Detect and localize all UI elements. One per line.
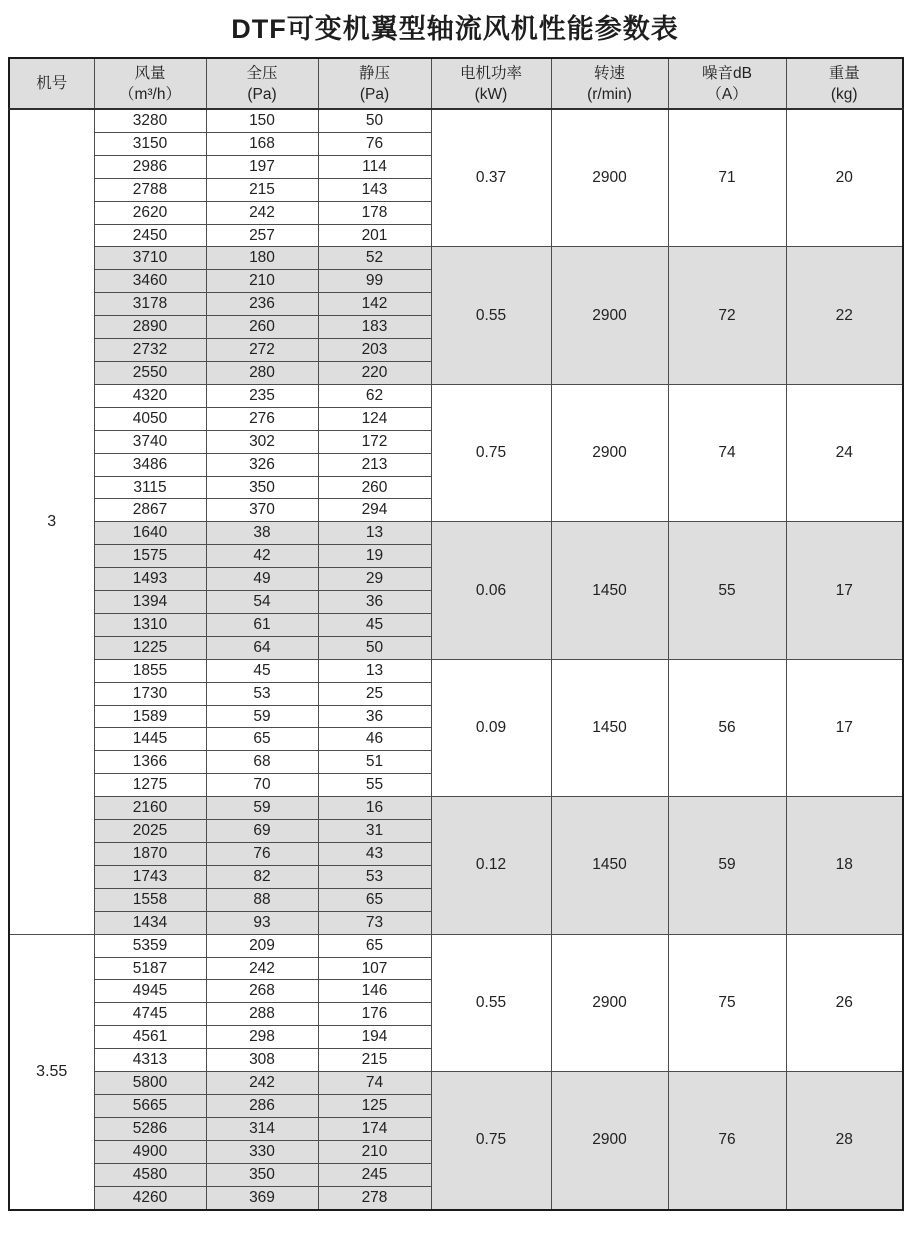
airflow-cell: 3150	[94, 132, 206, 155]
airflow-cell: 2160	[94, 797, 206, 820]
total-pressure-cell: 308	[206, 1049, 318, 1072]
speed-cell: 2900	[551, 247, 668, 384]
table-row	[9, 247, 903, 270]
table-row	[9, 109, 903, 132]
total-pressure-cell: 298	[206, 1026, 318, 1049]
total-pressure-cell: 70	[206, 774, 318, 797]
page-title: DTF可变机翼型轴流风机性能参数表	[231, 14, 679, 44]
airflow-cell: 4260	[94, 1186, 206, 1209]
static-pressure-cell: 220	[318, 361, 431, 384]
static-pressure-cell: 194	[318, 1026, 431, 1049]
col-header-speed	[551, 58, 668, 109]
weight-cell: 17	[786, 522, 903, 659]
total-pressure-cell: 61	[206, 613, 318, 636]
static-pressure-cell: 76	[318, 132, 431, 155]
col-header-label: 全压	[246, 64, 278, 82]
table-row	[9, 522, 903, 545]
total-pressure-cell: 272	[206, 339, 318, 362]
airflow-cell: 4313	[94, 1049, 206, 1072]
weight-cell: 20	[786, 109, 903, 247]
airflow-cell: 1225	[94, 636, 206, 659]
total-pressure-cell: 209	[206, 934, 318, 957]
airflow-cell: 2620	[94, 201, 206, 224]
static-pressure-cell: 50	[318, 109, 431, 132]
airflow-cell: 5800	[94, 1072, 206, 1095]
total-pressure-cell: 302	[206, 430, 318, 453]
weight-cell: 17	[786, 659, 903, 796]
airflow-cell: 1558	[94, 888, 206, 911]
col-header-weight	[786, 58, 903, 109]
col-header-static-pressure	[318, 58, 431, 109]
total-pressure-cell: 280	[206, 361, 318, 384]
airflow-cell: 3710	[94, 247, 206, 270]
total-pressure-cell: 242	[206, 1072, 318, 1095]
static-pressure-cell: 278	[318, 1186, 431, 1209]
noise-cell: 74	[668, 384, 786, 521]
table-body	[9, 109, 903, 1210]
airflow-cell: 4580	[94, 1163, 206, 1186]
static-pressure-cell: 53	[318, 865, 431, 888]
motor-power-cell: 0.75	[431, 1072, 551, 1210]
airflow-cell: 2550	[94, 361, 206, 384]
total-pressure-cell: 59	[206, 705, 318, 728]
airflow-cell: 4945	[94, 980, 206, 1003]
total-pressure-cell: 236	[206, 293, 318, 316]
weight-cell: 28	[786, 1072, 903, 1210]
total-pressure-cell: 65	[206, 728, 318, 751]
motor-power-cell: 0.06	[431, 522, 551, 659]
airflow-cell: 4745	[94, 1003, 206, 1026]
col-header-unit: （m³/h）	[118, 85, 181, 103]
col-header-unit: (r/min)	[587, 85, 632, 103]
total-pressure-cell: 42	[206, 545, 318, 568]
static-pressure-cell: 13	[318, 522, 431, 545]
airflow-cell: 4561	[94, 1026, 206, 1049]
col-header-unit: (kg)	[830, 85, 858, 103]
total-pressure-cell: 45	[206, 659, 318, 682]
col-header-label: 电机功率	[459, 64, 522, 82]
col-header-unit: （A）	[706, 85, 748, 103]
weight-cell: 26	[786, 934, 903, 1071]
total-pressure-cell: 276	[206, 407, 318, 430]
airflow-cell: 4050	[94, 407, 206, 430]
total-pressure-cell: 242	[206, 201, 318, 224]
static-pressure-cell: 55	[318, 774, 431, 797]
col-header-label: 转速	[593, 64, 625, 82]
airflow-cell: 1434	[94, 911, 206, 934]
total-pressure-cell: 242	[206, 957, 318, 980]
total-pressure-cell: 53	[206, 682, 318, 705]
static-pressure-cell: 25	[318, 682, 431, 705]
speed-cell: 1450	[551, 659, 668, 796]
total-pressure-cell: 370	[206, 499, 318, 522]
machine-no-cell: 3.55	[9, 934, 94, 1209]
airflow-cell: 3280	[94, 109, 206, 132]
static-pressure-cell: 183	[318, 316, 431, 339]
static-pressure-cell: 172	[318, 430, 431, 453]
static-pressure-cell: 45	[318, 613, 431, 636]
airflow-cell: 1743	[94, 865, 206, 888]
total-pressure-cell: 88	[206, 888, 318, 911]
weight-cell: 24	[786, 384, 903, 521]
motor-power-cell: 0.37	[431, 109, 551, 247]
airflow-cell: 3178	[94, 293, 206, 316]
motor-power-cell: 0.09	[431, 659, 551, 796]
airflow-cell: 4900	[94, 1140, 206, 1163]
col-header-unit: (Pa)	[247, 85, 277, 103]
col-header-total-pressure	[206, 58, 318, 109]
speed-cell: 2900	[551, 934, 668, 1071]
speed-cell: 2900	[551, 384, 668, 521]
total-pressure-cell: 350	[206, 476, 318, 499]
total-pressure-cell: 93	[206, 911, 318, 934]
total-pressure-cell: 350	[206, 1163, 318, 1186]
header-row	[9, 58, 903, 109]
static-pressure-cell: 19	[318, 545, 431, 568]
total-pressure-cell: 210	[206, 270, 318, 293]
table-row	[9, 934, 903, 957]
noise-cell: 55	[668, 522, 786, 659]
airflow-cell: 3115	[94, 476, 206, 499]
static-pressure-cell: 107	[318, 957, 431, 980]
total-pressure-cell: 82	[206, 865, 318, 888]
airflow-cell: 1366	[94, 751, 206, 774]
static-pressure-cell: 203	[318, 339, 431, 362]
airflow-cell: 4320	[94, 384, 206, 407]
speed-cell: 2900	[551, 1072, 668, 1210]
total-pressure-cell: 235	[206, 384, 318, 407]
total-pressure-cell: 180	[206, 247, 318, 270]
airflow-cell: 1640	[94, 522, 206, 545]
total-pressure-cell: 286	[206, 1094, 318, 1117]
col-header-motor-power	[431, 58, 551, 109]
col-header-machine-no	[9, 58, 94, 109]
airflow-cell: 1870	[94, 843, 206, 866]
total-pressure-cell: 257	[206, 224, 318, 247]
weight-cell: 22	[786, 247, 903, 384]
airflow-cell: 3486	[94, 453, 206, 476]
total-pressure-cell: 49	[206, 568, 318, 591]
airflow-cell: 1575	[94, 545, 206, 568]
static-pressure-cell: 124	[318, 407, 431, 430]
table-row	[9, 384, 903, 407]
static-pressure-cell: 114	[318, 155, 431, 178]
airflow-cell: 5286	[94, 1117, 206, 1140]
static-pressure-cell: 245	[318, 1163, 431, 1186]
col-header-unit: (Pa)	[359, 85, 390, 103]
total-pressure-cell: 326	[206, 453, 318, 476]
static-pressure-cell: 65	[318, 888, 431, 911]
airflow-cell: 1310	[94, 613, 206, 636]
static-pressure-cell: 178	[318, 201, 431, 224]
col-header-label: 风量	[134, 64, 166, 82]
airflow-cell: 1730	[94, 682, 206, 705]
airflow-cell: 1275	[94, 774, 206, 797]
total-pressure-cell: 69	[206, 820, 318, 843]
total-pressure-cell: 288	[206, 1003, 318, 1026]
static-pressure-cell: 43	[318, 843, 431, 866]
airflow-cell: 2025	[94, 820, 206, 843]
static-pressure-cell: 142	[318, 293, 431, 316]
static-pressure-cell: 99	[318, 270, 431, 293]
airflow-cell: 1589	[94, 705, 206, 728]
static-pressure-cell: 176	[318, 1003, 431, 1026]
noise-cell: 71	[668, 109, 786, 247]
airflow-cell: 3740	[94, 430, 206, 453]
table-row	[9, 659, 903, 682]
total-pressure-cell: 215	[206, 178, 318, 201]
total-pressure-cell: 59	[206, 797, 318, 820]
noise-cell: 72	[668, 247, 786, 384]
total-pressure-cell: 314	[206, 1117, 318, 1140]
static-pressure-cell: 46	[318, 728, 431, 751]
static-pressure-cell: 143	[318, 178, 431, 201]
static-pressure-cell: 74	[318, 1072, 431, 1095]
static-pressure-cell: 294	[318, 499, 431, 522]
static-pressure-cell: 210	[318, 1140, 431, 1163]
airflow-cell: 5187	[94, 957, 206, 980]
static-pressure-cell: 201	[318, 224, 431, 247]
col-header-airflow	[94, 58, 206, 109]
airflow-cell: 1445	[94, 728, 206, 751]
noise-cell: 59	[668, 797, 786, 934]
col-header-noise	[668, 58, 786, 109]
static-pressure-cell: 213	[318, 453, 431, 476]
static-pressure-cell: 50	[318, 636, 431, 659]
table-row	[9, 797, 903, 820]
col-header-label: 噪音dB	[702, 64, 752, 82]
speed-cell: 1450	[551, 797, 668, 934]
total-pressure-cell: 38	[206, 522, 318, 545]
col-header-label: 静压	[358, 64, 390, 82]
total-pressure-cell: 268	[206, 980, 318, 1003]
speed-cell: 2900	[551, 109, 668, 247]
static-pressure-cell: 125	[318, 1094, 431, 1117]
static-pressure-cell: 52	[318, 247, 431, 270]
airflow-cell: 3460	[94, 270, 206, 293]
static-pressure-cell: 62	[318, 384, 431, 407]
noise-cell: 76	[668, 1072, 786, 1210]
static-pressure-cell: 215	[318, 1049, 431, 1072]
motor-power-cell: 0.12	[431, 797, 551, 934]
col-header-unit: (kW)	[474, 85, 508, 103]
static-pressure-cell: 29	[318, 568, 431, 591]
total-pressure-cell: 369	[206, 1186, 318, 1209]
total-pressure-cell: 168	[206, 132, 318, 155]
motor-power-cell: 0.75	[431, 384, 551, 521]
airflow-cell: 2890	[94, 316, 206, 339]
table-row	[9, 1072, 903, 1095]
motor-power-cell: 0.55	[431, 247, 551, 384]
static-pressure-cell: 36	[318, 705, 431, 728]
airflow-cell: 2450	[94, 224, 206, 247]
airflow-cell: 5665	[94, 1094, 206, 1117]
total-pressure-cell: 150	[206, 109, 318, 132]
airflow-cell: 2788	[94, 178, 206, 201]
total-pressure-cell: 68	[206, 751, 318, 774]
airflow-cell: 5359	[94, 934, 206, 957]
total-pressure-cell: 64	[206, 636, 318, 659]
total-pressure-cell: 330	[206, 1140, 318, 1163]
static-pressure-cell: 146	[318, 980, 431, 1003]
static-pressure-cell: 36	[318, 591, 431, 614]
airflow-cell: 1855	[94, 659, 206, 682]
fan-performance-table	[8, 57, 904, 1211]
machine-no-cell: 3	[9, 109, 94, 934]
airflow-cell: 2732	[94, 339, 206, 362]
airflow-cell: 1493	[94, 568, 206, 591]
noise-cell: 56	[668, 659, 786, 796]
total-pressure-cell: 54	[206, 591, 318, 614]
airflow-cell: 1394	[94, 591, 206, 614]
static-pressure-cell: 16	[318, 797, 431, 820]
total-pressure-cell: 76	[206, 843, 318, 866]
motor-power-cell: 0.55	[431, 934, 551, 1071]
table-header	[9, 58, 903, 109]
speed-cell: 1450	[551, 522, 668, 659]
static-pressure-cell: 260	[318, 476, 431, 499]
static-pressure-cell: 65	[318, 934, 431, 957]
airflow-cell: 2986	[94, 155, 206, 178]
static-pressure-cell: 174	[318, 1117, 431, 1140]
static-pressure-cell: 51	[318, 751, 431, 774]
weight-cell: 18	[786, 797, 903, 934]
airflow-cell: 2867	[94, 499, 206, 522]
static-pressure-cell: 31	[318, 820, 431, 843]
total-pressure-cell: 260	[206, 316, 318, 339]
static-pressure-cell: 13	[318, 659, 431, 682]
static-pressure-cell: 73	[318, 911, 431, 934]
col-header-label: 机号	[36, 75, 68, 92]
total-pressure-cell: 197	[206, 155, 318, 178]
col-header-label: 重量	[828, 64, 860, 82]
noise-cell: 75	[668, 934, 786, 1071]
